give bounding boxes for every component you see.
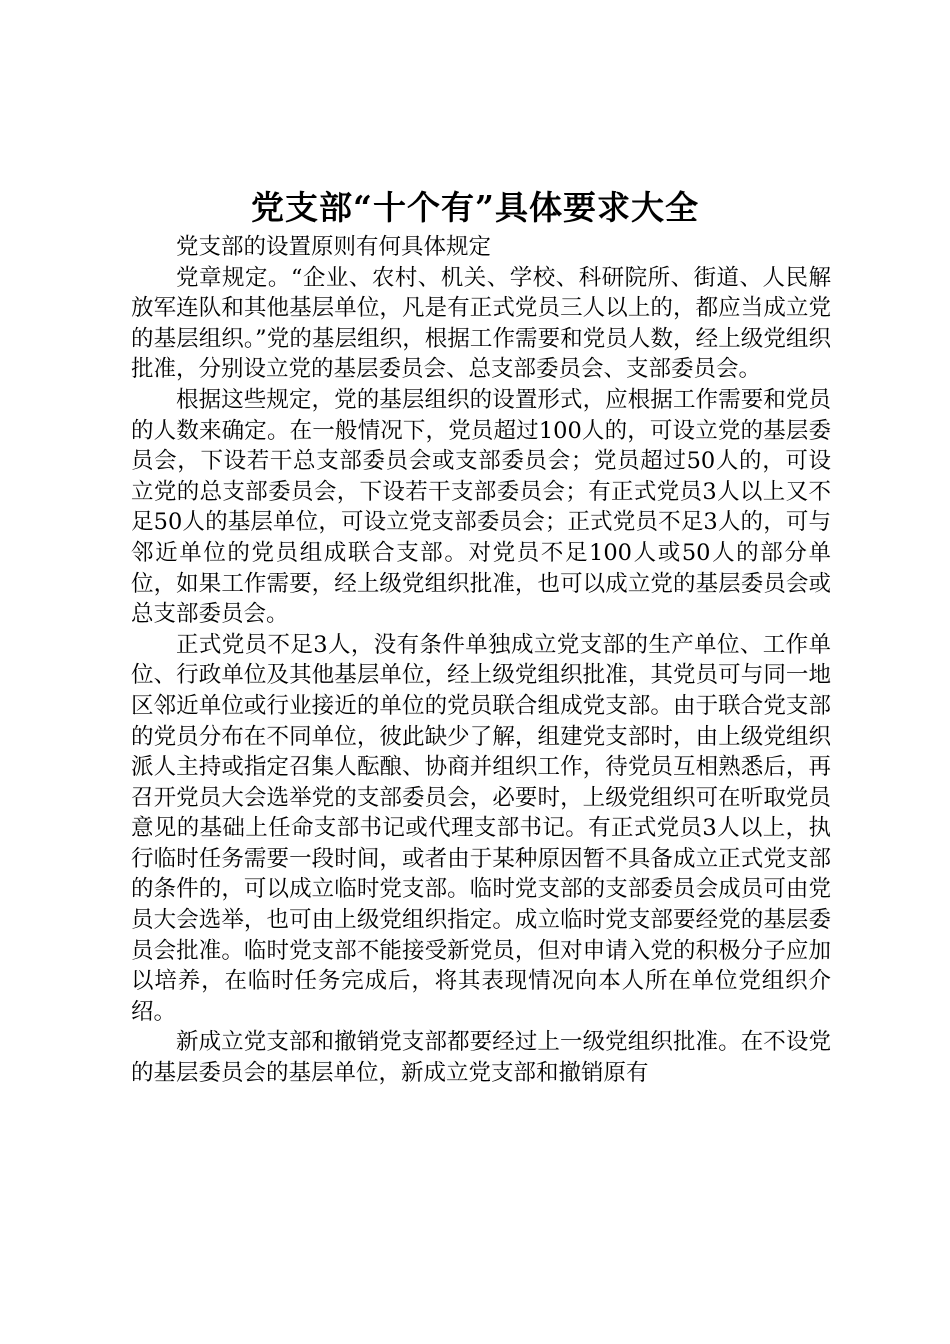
body-paragraph: 根据这些规定，党的基层组织的设置形式，应根据工作需要和党员的人数来确定。在一般情况下，党员超过100人的，可设立党的基层委员会，下设若干总支部委员会或支部委员会；党员超过50人的，可设立党的总支部委员会，下设若干支部委员会；有正式党员3人以上又不足50人的基层单位，可设立党支部委员会；正式党员不足3人的，可与邻近单位的党员组成联合支部。对党员不足100人或50人的部分单位，如果工作需要，经上级党组织批准，也可以成立党的基层委员会或总支部委员会。	[131, 386, 831, 628]
body-paragraph: 党章规定。“企业、农村、机关、学校、科研院所、街道、人民解放军连队和其他基层单位，凡是有正式党员三人以上的，都应当成立党的基层组织。”党的基层组织，根据工作需要和党员人数，经上级党组织批准，分别设立党的基层委员会、总支部委员会、支部委员会。	[131, 264, 831, 383]
document-title: 党支部“十个有”具体要求大全	[251, 188, 699, 227]
body-paragraph: 新成立党支部和撤销党支部都要经过上一级党组织批准。在不设党的基层委员会的基层单位，新成立党支部和撤销原有	[131, 1029, 831, 1087]
document-body	[131, 232, 831, 1089]
body-paragraph: 正式党员不足3人，没有条件单独成立党支部的生产单位、工作单位、行政单位及其他基层单位，经上级党组织批准，其党员可与同一地区邻近单位或行业接近的单位的党员联合组成党支部。由于联合党支部的党员分布在不同单位，彼此缺少了解，组建党支部时，由上级党组织派人主持或指定召集人酝酿、协商并组织工作，待党员互相熟悉后，再召开党员大会选举党的支部委员会，必要时，上级党组织可在听取党员意见的基础上任命支部书记或代理支部书记。有正式党员3人以上，执行临时任务需要一段时间，或者由于某种原因暂不具备成立正式党支部的条件的，可以成立临时党支部。临时党支部的支部委员会成员可由党员大会选举，也可由上级党组织指定。成立临时党支部要经党的基层委员会批准。临时党支部不能接受新党员，但对申请入党的积极分子应加以培养，在临时任务完成后，将其表现情况向本人所在单位党组织介绍。	[131, 631, 831, 1025]
section-heading: 党支部的设置原则有何具体规定	[176, 234, 492, 260]
